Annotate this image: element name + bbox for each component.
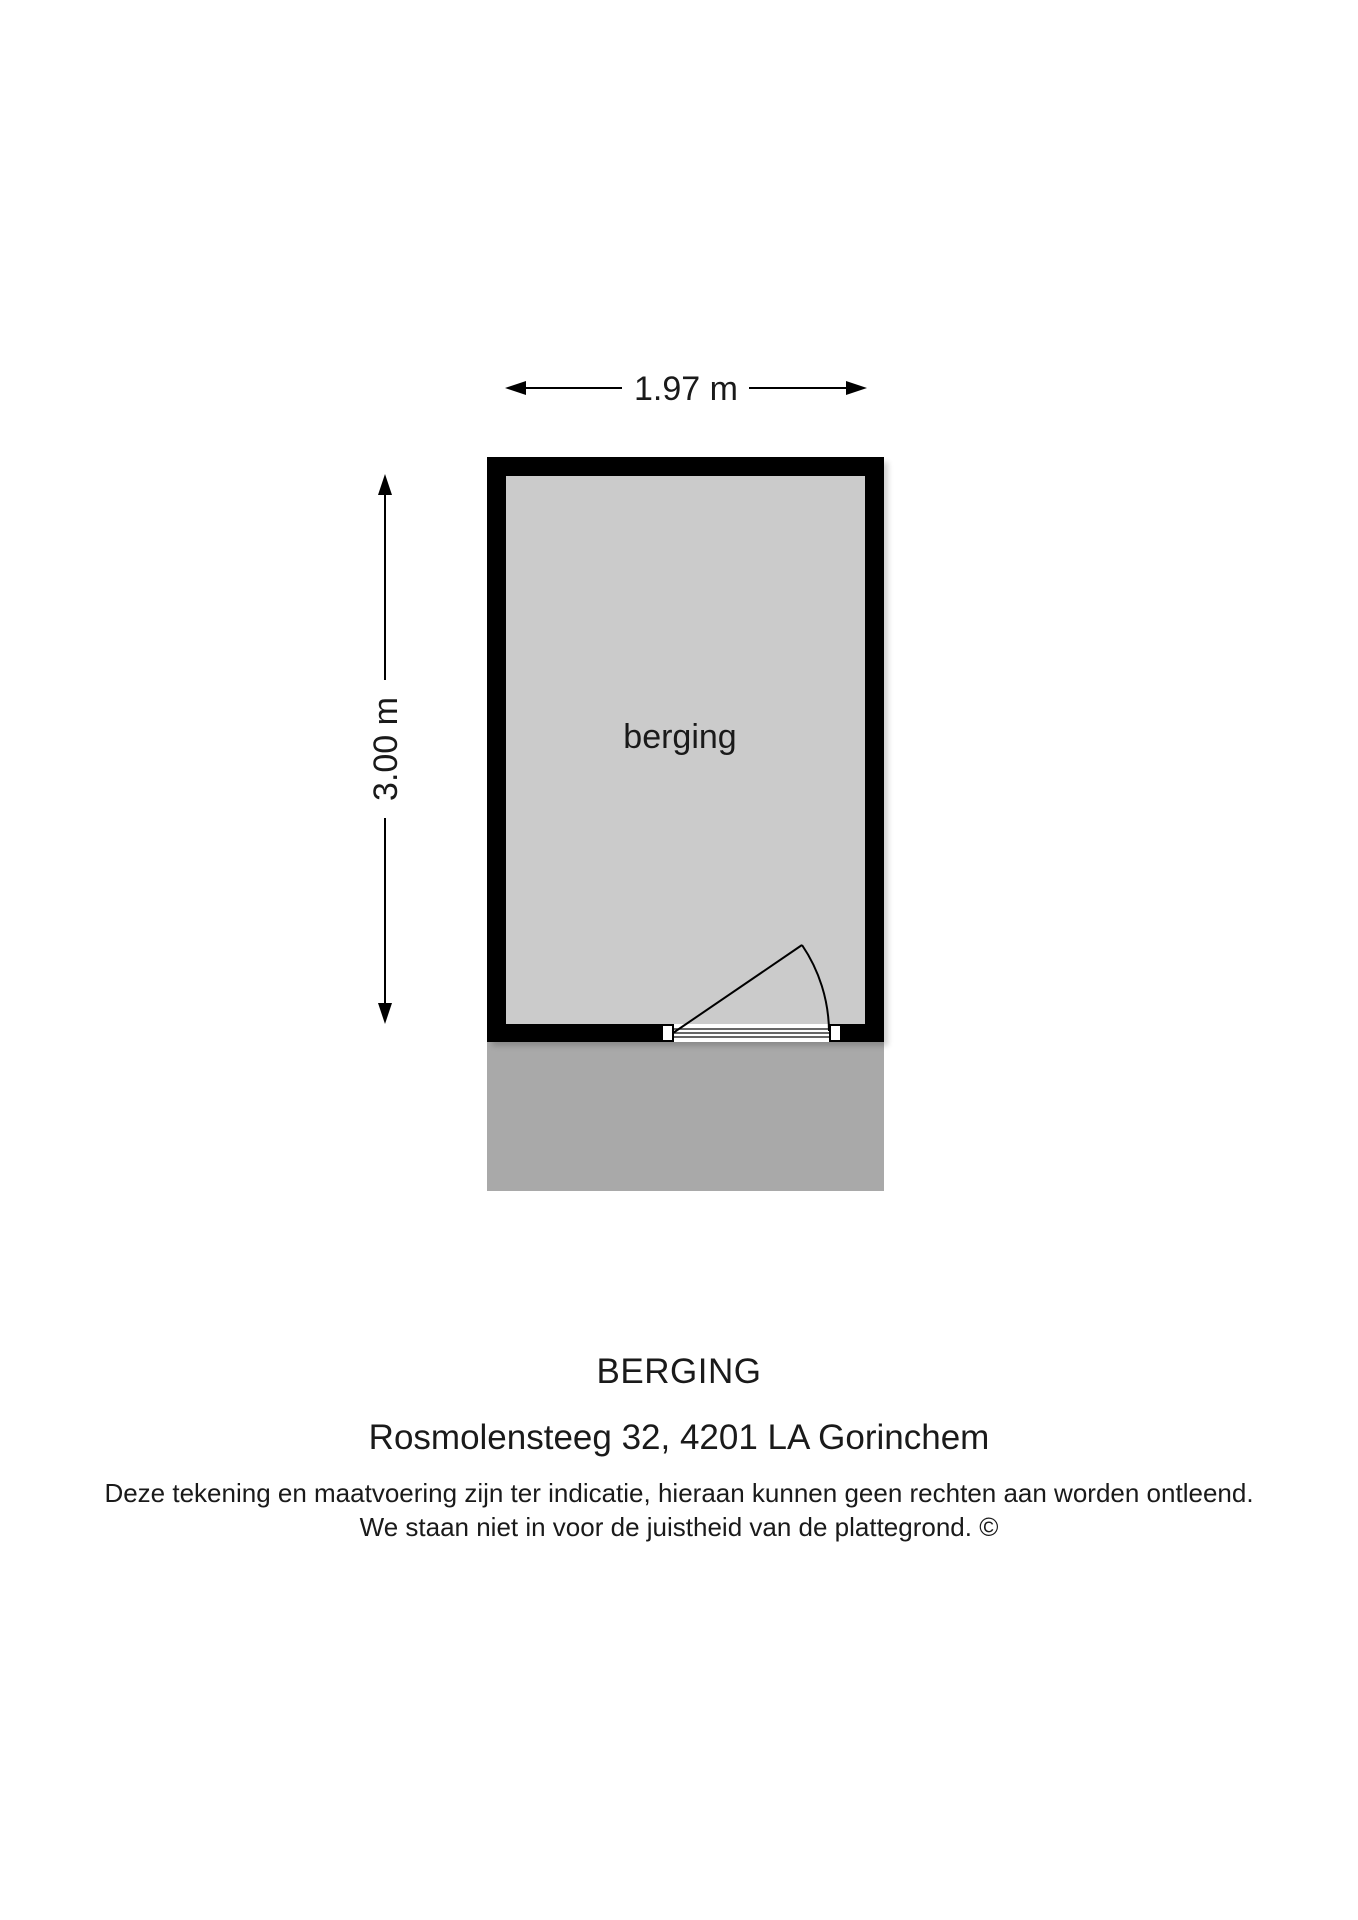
- plan-title: BERGING: [596, 1352, 762, 1391]
- outdoor-area: [487, 1042, 884, 1191]
- disclaimer-line-2: We staan niet in voor de juistheid van de plattegrond. ©: [359, 1512, 999, 1542]
- height-dimension-label: 3.00 m: [367, 697, 405, 801]
- width-dimension-label: 1.97 m: [634, 370, 738, 408]
- disclaimer: [0, 1476, 1358, 1544]
- property-address: Rosmolensteeg 32, 4201 LA Gorinchem: [368, 1418, 990, 1457]
- disclaimer-line-1: Deze tekening en maatvoering zijn ter indicatie, hieraan kunnen geen rechten aan worden ontleend.: [104, 1478, 1254, 1508]
- height-dimension: [367, 474, 405, 1024]
- room-label-berging: berging: [623, 718, 737, 756]
- width-dimension: [505, 370, 867, 408]
- door-threshold: [662, 1024, 841, 1042]
